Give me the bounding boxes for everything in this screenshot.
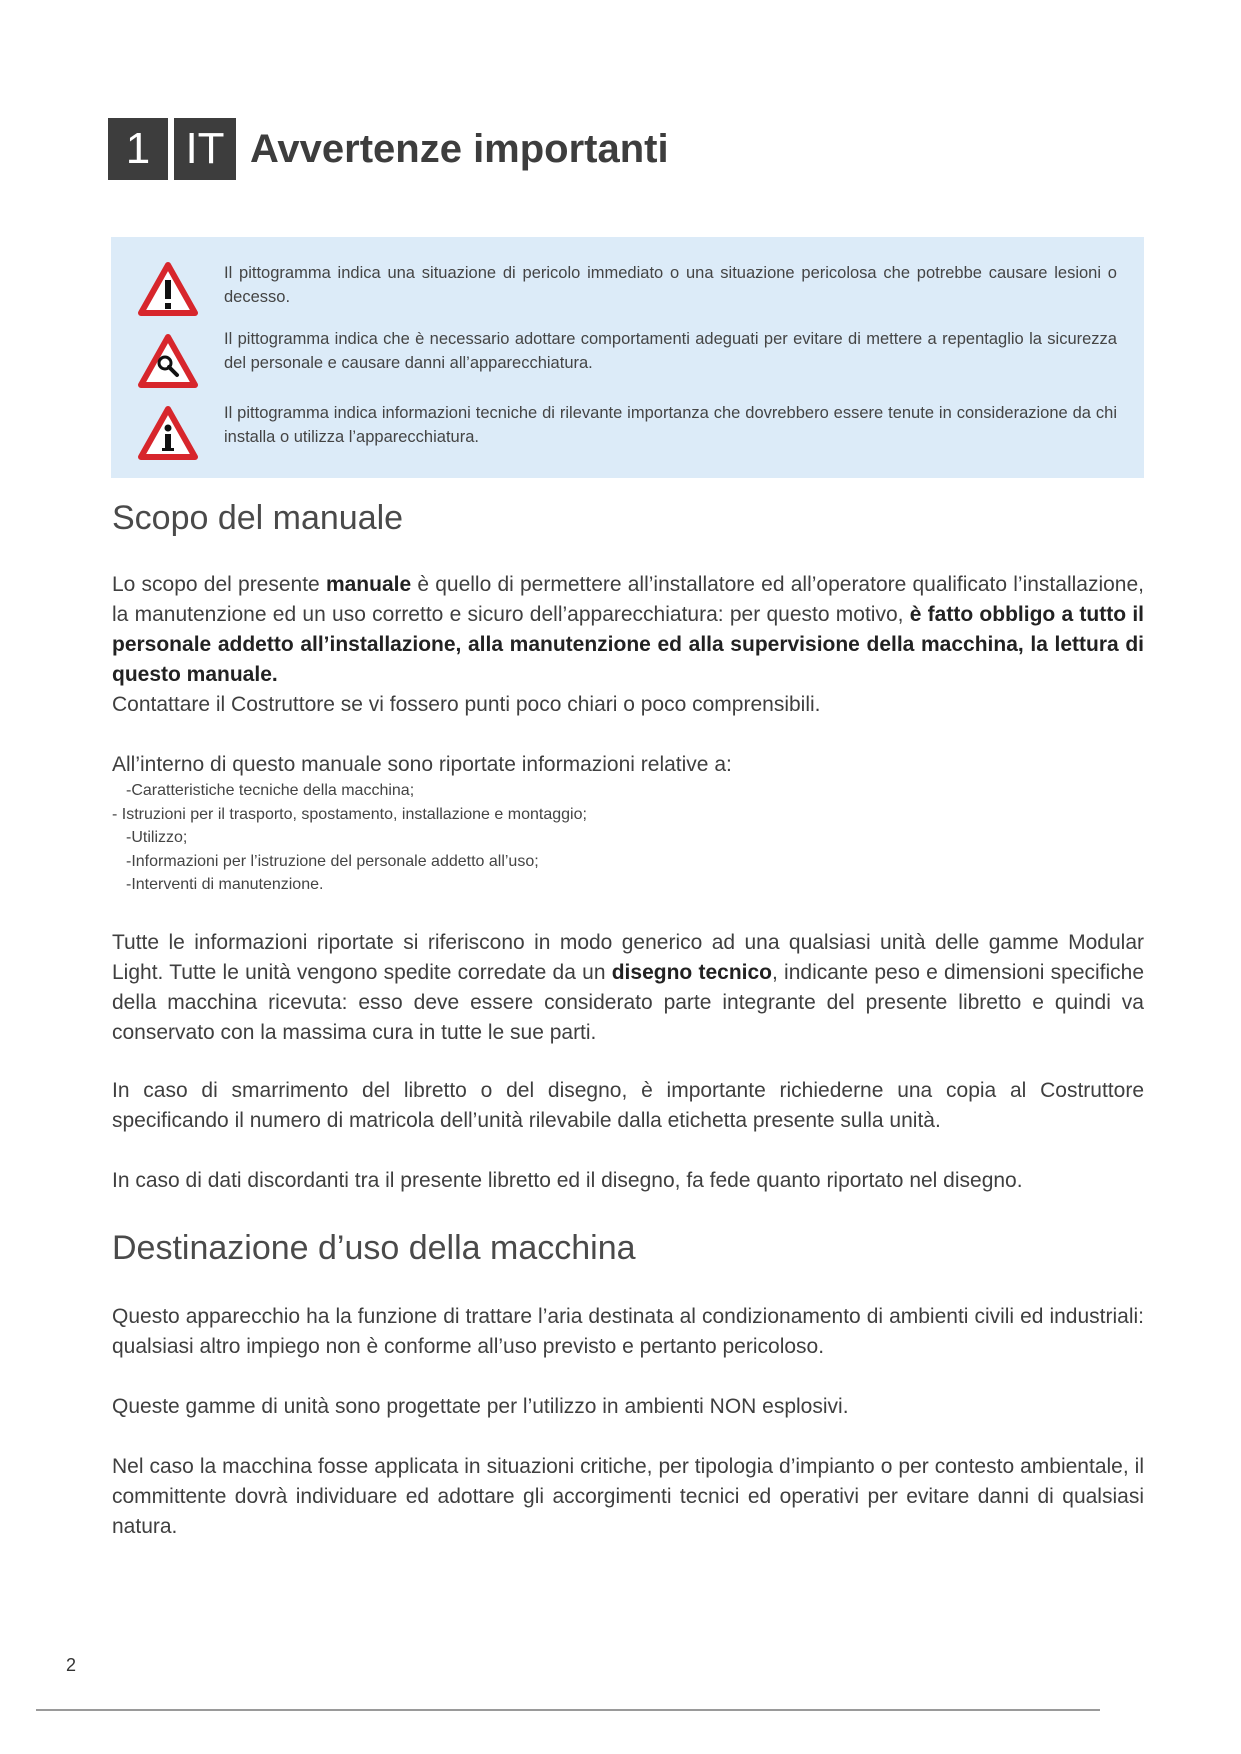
paragraph-general-info [112, 928, 1144, 1048]
section-heading-destinazione: Destinazione d’uso della macchina [112, 1229, 636, 1267]
list-item: - Istruzioni per il trasporto, spostamento, installazione e montaggio; [112, 805, 587, 823]
text-span: Tutte le informazioni riportate si riferiscono in modo generico ad una qualsiasi unità delle gamme Modular Light. Tutte le unità vengono spedite corredate da un [112, 931, 1144, 984]
contents-list [112, 779, 587, 897]
caution-magnifier-icon [137, 333, 199, 389]
paragraph-function: Questo apparecchio ha la funzione di trattare l’aria destinata al condizionamento di ambienti civili ed industriali: qualsiasi altro impiego non è conforme all’uso previsto e pertanto pericoloso. [112, 1305, 1144, 1358]
paragraph-critical-situations: Nel caso la macchina fosse applicata in situazioni critiche, per tipologia d’impianto o per contesto ambientale, il committente dovrà individuare ed adottare gli accorgimenti tecnici ed operativi per evitare danni di qualsiasi natura. [112, 1455, 1144, 1538]
list-item: -Utilizzo; [126, 829, 188, 846]
section-number: 1 [108, 118, 168, 180]
warnings-panel [111, 237, 1144, 478]
section-heading-scopo: Scopo del manuale [112, 499, 404, 537]
section-header [108, 118, 669, 180]
list-item: -Informazioni per l’istruzione del personale addetto all’uso; [126, 852, 539, 870]
warning-text: Il pittogramma indica che è necessario adottare comportamenti adeguati per evitare di mettere a repentaglio la sicurezza del personale e causare danni all’apparecchiatura. [224, 330, 1117, 372]
warning-text: Il pittogramma indica una situazione di pericolo immediato o una situazione pericolosa che potrebbe causare lesioni o decesso. [224, 264, 1117, 306]
text-span: Contattare il Costruttore se vi fossero punti poco chiari o poco comprensibili. [112, 693, 821, 716]
list-item: -Interventi di manutenzione. [126, 876, 324, 893]
bold-text: manuale [325, 573, 412, 596]
paragraph-lost-manual: In caso di smarrimento del libretto o del disegno, è importante richiederne una copia al Costruttore specificando il numero di matricola dell’unità rilevabile dalla etichetta presente sulla unità. [112, 1079, 1144, 1132]
paragraph-contents-intro: All’interno di questo manuale sono riportate informazioni relative a: [112, 753, 732, 776]
paragraph-non-explosive: Queste gamme di unità sono progettate per l’utilizzo in ambienti NON esplosivi. [112, 1395, 849, 1418]
text-span: è quello di permettere all’installatore ed all’operatore qualificato l’installazione, la manutenzione ed un uso corretto e sicuro dell’apparecchiatura: per questo motivo, [112, 573, 1144, 626]
text-span: Lo scopo del presente [112, 573, 326, 596]
list-item: -Caratteristiche tecniche della macchina; [126, 782, 415, 799]
bold-text: disegno tecnico [611, 961, 772, 984]
paragraph-scopo [112, 570, 1144, 720]
language-code: IT [174, 118, 236, 180]
text-span: , indicante peso e dimensioni specifiche della macchina ricevuta: esso deve essere considerato parte integrante del presente libretto e quindi va conservato con la massima cura in tutte le sue parti. [112, 961, 1145, 1044]
bold-text: è fatto obbligo a tutto il personale addetto all’installazione, alla manutenzione ed alla supervisione della macchina, la lettura di questo manuale. [112, 603, 1144, 686]
footer-divider [36, 1709, 1100, 1711]
warning-text: Il pittogramma indica informazioni tecniche di rilevante importanza che dovrebbero essere tenute in considerazione da chi installa o utilizza l’apparecchiatura. [224, 404, 1117, 446]
info-icon [137, 405, 199, 461]
page-title: Avvertenze importanti [250, 126, 669, 171]
danger-exclamation-icon [137, 261, 199, 317]
paragraph-discrepancy: In caso di dati discordanti tra il presente libretto ed il disegno, fa fede quanto riportato nel disegno. [112, 1169, 1023, 1192]
page-number: 2 [66, 1655, 77, 1675]
